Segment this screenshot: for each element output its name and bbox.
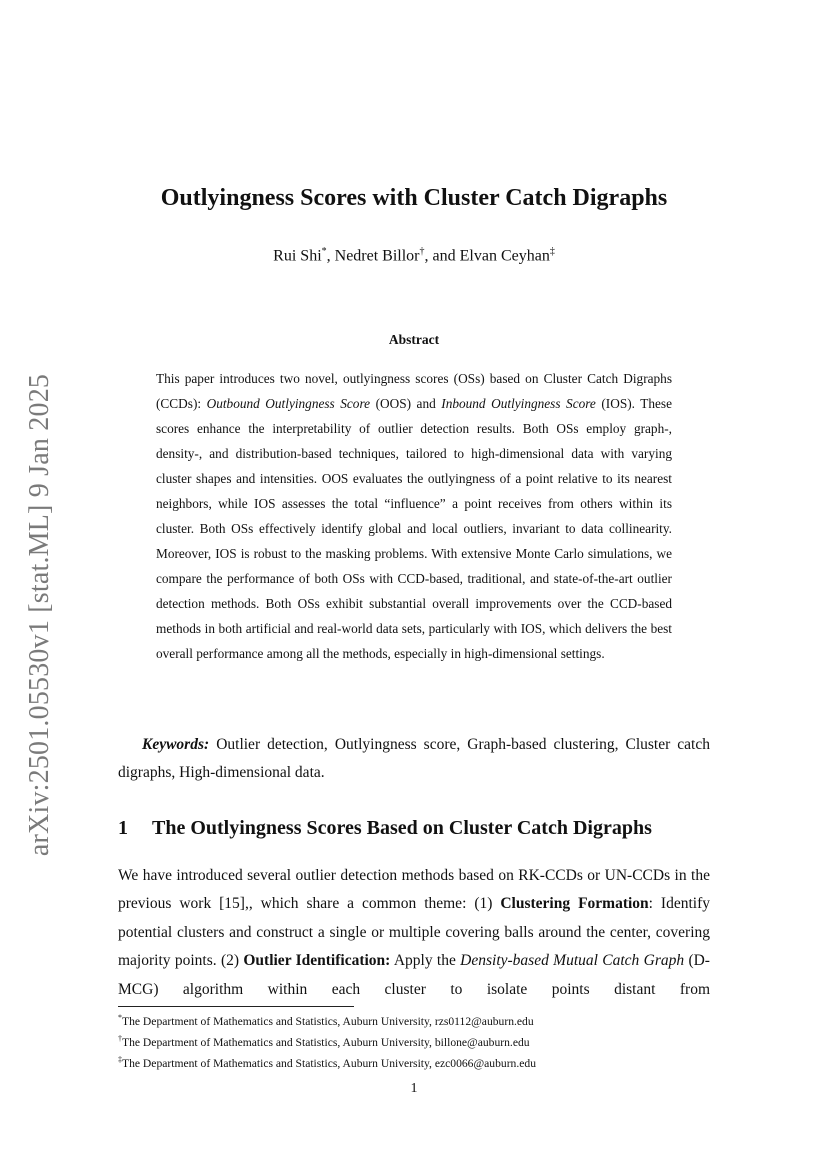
author-mark: ‡ xyxy=(549,246,555,257)
footnote-rule xyxy=(118,1006,354,1007)
body-segment: Apply the xyxy=(390,952,461,970)
author-separator: , and xyxy=(424,247,460,265)
footnote-mark: † xyxy=(118,1033,122,1043)
author-name: Nedret Billor xyxy=(334,247,420,265)
abstract-term: Outbound Outlyingness Score xyxy=(206,396,371,411)
body-segment: : Identify potential clusters and construct a single or multiple covering balls around the center, covering majority points. (2) xyxy=(118,895,710,970)
footnote-mark: * xyxy=(118,1013,122,1022)
keywords-text: Outlier detection, Outlyingness score, Graph-based clustering, Cluster catch digraphs, High-dimensional data. xyxy=(118,736,710,781)
section-title: The Outlyingness Scores Based on Cluster Catch Digraphs xyxy=(152,817,652,839)
footnote xyxy=(118,1051,718,1072)
abstract-text xyxy=(156,366,672,666)
abstract-term: Inbound Outlyingness Score xyxy=(441,396,596,411)
footnote-mark: ‡ xyxy=(118,1054,122,1064)
footnote-text: The Department of Mathematics and Statistics, Auburn University, ezc0066@auburn.edu xyxy=(122,1056,536,1070)
author-list xyxy=(0,246,828,265)
page-number: 1 xyxy=(410,1081,418,1096)
abstract-heading: Abstract xyxy=(388,332,440,347)
abstract-segment: (IOS). These scores enhance the interpretability of outlier detection results. Both OSs employ graph-, density-, and distribution-based techniques, tailored to high-dimensional data with varying cluster shapes and intensities. OOS evaluates the outlyingness of a point relative to its nearest neighbors, while IOS assesses the total “influence” a point receives from others within its cluster. Both OSs effectively identify global and local outliers, invariant to data collinearity. Moreover, IOS is robust to the masking problems. With extensive Monte Carlo simulations, we compare the performance of both OSs with CCD-based, traditional, and state-of-the-art outlier detection methods. Both OSs exhibit substantial overall improvements over the CCD-based methods in both artificial and real-world data sets, particularly with IOS, which delivers the best overall performance among all the methods, especially in high-dimensional settings. xyxy=(156,396,672,661)
keywords-label: Keywords: xyxy=(142,736,210,753)
keywords-paragraph xyxy=(118,731,710,787)
body-italic-term: Density-based Mutual Catch Graph xyxy=(460,952,685,970)
body-bold-term: Clustering Formation xyxy=(500,895,649,913)
footnote xyxy=(118,1009,718,1030)
author-name: Rui Shi xyxy=(273,247,322,265)
footnotes xyxy=(118,1009,718,1072)
body-bold-term: Outlier Identification: xyxy=(243,952,391,970)
paper-title: Outlyingness Scores with Cluster Catch Digraphs xyxy=(160,185,668,211)
body-segment: (D-MCG) algorithm within each cluster to isolate points distant from xyxy=(118,952,710,998)
footnote-text: The Department of Mathematics and Statistics, Auburn University, billone@auburn.edu xyxy=(122,1035,530,1049)
footnote xyxy=(118,1030,718,1051)
arxiv-identifier-text: arXiv:2501.05530v1 [stat.ML] 9 Jan 2025 xyxy=(24,373,55,857)
abstract-segment: This paper introduces two novel, outlyingness scores (OSs) based on Cluster Catch Digraphs (CCDs): xyxy=(156,371,672,411)
author-mark: † xyxy=(419,246,425,257)
section-number: 1 xyxy=(118,817,128,839)
body-paragraph xyxy=(118,862,710,1004)
author-mark: * xyxy=(321,246,327,257)
section-heading xyxy=(118,817,718,840)
body-segment: We have introduced several outlier detection methods based on RK-CCDs or UN-CCDs in the previous work [15],, which share a common theme: (1) xyxy=(118,867,710,913)
author-separator: , xyxy=(326,247,335,265)
footnote-text: The Department of Mathematics and Statistics, Auburn University, rzs0112@auburn.edu xyxy=(122,1014,534,1028)
author-name: Elvan Ceyhan xyxy=(459,247,550,265)
arxiv-identifier xyxy=(22,373,58,857)
abstract-segment: (OOS) and xyxy=(370,396,442,411)
